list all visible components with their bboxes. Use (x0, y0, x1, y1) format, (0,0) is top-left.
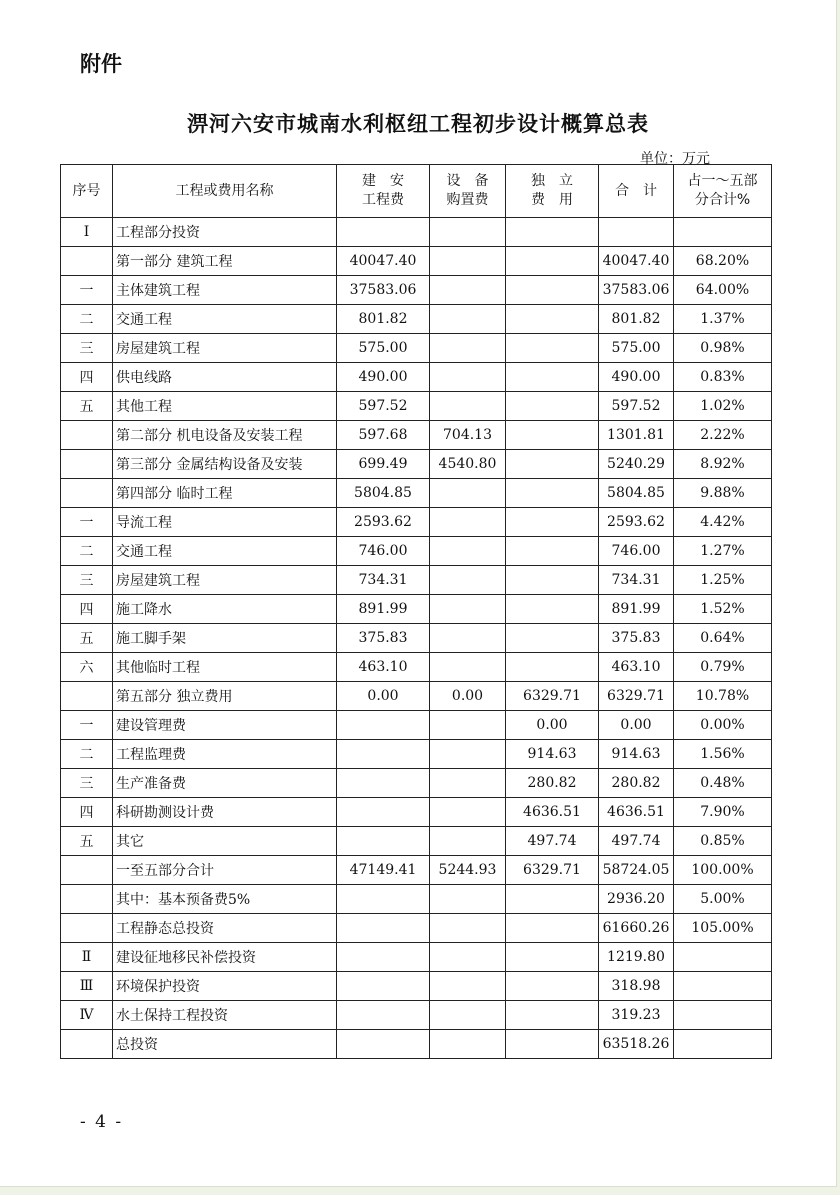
cell-construction-cost (337, 798, 430, 827)
cell-seq: 二 (61, 305, 113, 334)
table-row (61, 421, 772, 450)
cell-construction-cost (337, 914, 430, 943)
cell-seq: Ⅰ (61, 218, 113, 247)
cell-total: 58724.05 (599, 856, 674, 885)
cell-name: 工程监理费 (113, 740, 337, 769)
cell-construction-cost (337, 972, 430, 1001)
cell-percent: 4.42% (674, 508, 772, 537)
cell-independent-cost: 0.00 (506, 711, 599, 740)
cell-equipment-cost (430, 1030, 506, 1059)
table-row (61, 798, 772, 827)
cell-equipment-cost (430, 798, 506, 827)
cell-total: 37583.06 (599, 276, 674, 305)
cell-construction-cost (337, 1001, 430, 1030)
column-header-name: 工程或费用名称 (113, 165, 337, 218)
cell-total (599, 218, 674, 247)
cell-equipment-cost (430, 305, 506, 334)
cell-independent-cost (506, 943, 599, 972)
cell-independent-cost (506, 305, 599, 334)
cell-percent: 1.25% (674, 566, 772, 595)
column-header-percent: 占一～五部 分合计% (674, 165, 772, 218)
cell-equipment-cost (430, 624, 506, 653)
cell-total: 734.31 (599, 566, 674, 595)
cell-name: 建设管理费 (113, 711, 337, 740)
cell-percent: 10.78% (674, 682, 772, 711)
cell-seq (61, 247, 113, 276)
cell-percent: 105.00% (674, 914, 772, 943)
cell-percent: 7.90% (674, 798, 772, 827)
table-row (61, 914, 772, 943)
table-row (61, 305, 772, 334)
cell-independent-cost (506, 885, 599, 914)
cell-percent: 0.00% (674, 711, 772, 740)
cell-independent-cost (506, 421, 599, 450)
unit-label: 单位：万元 (640, 151, 710, 167)
cell-seq (61, 1030, 113, 1059)
cell-seq: Ⅲ (61, 972, 113, 1001)
cell-name: 其他临时工程 (113, 653, 337, 682)
cell-name: 施工脚手架 (113, 624, 337, 653)
table-row (61, 450, 772, 479)
cell-equipment-cost (430, 537, 506, 566)
cell-equipment-cost (430, 392, 506, 421)
cell-percent: 1.56% (674, 740, 772, 769)
cell-independent-cost (506, 595, 599, 624)
cell-percent: 1.27% (674, 537, 772, 566)
cell-equipment-cost: 0.00 (430, 682, 506, 711)
cell-independent-cost (506, 537, 599, 566)
cell-percent: 0.48% (674, 769, 772, 798)
cell-total: 2593.62 (599, 508, 674, 537)
cell-equipment-cost (430, 711, 506, 740)
cell-construction-cost (337, 885, 430, 914)
cell-name: 第一部分 建筑工程 (113, 247, 337, 276)
cell-total: 891.99 (599, 595, 674, 624)
cell-independent-cost (506, 247, 599, 276)
column-header-total: 合 计 (599, 165, 674, 218)
cell-name: 其中：基本预备费5% (113, 885, 337, 914)
cell-total: 5804.85 (599, 479, 674, 508)
cell-equipment-cost (430, 972, 506, 1001)
cell-independent-cost (506, 972, 599, 1001)
column-header-equipment: 设 备 购置费 (430, 165, 506, 218)
cell-equipment-cost (430, 508, 506, 537)
cell-construction-cost: 801.82 (337, 305, 430, 334)
table-row (61, 682, 772, 711)
cell-independent-cost (506, 624, 599, 653)
cell-independent-cost (506, 653, 599, 682)
cell-percent (674, 1030, 772, 1059)
cell-independent-cost (506, 218, 599, 247)
cell-construction-cost: 463.10 (337, 653, 430, 682)
cell-percent: 100.00% (674, 856, 772, 885)
cell-percent: 0.98% (674, 334, 772, 363)
cell-total: 0.00 (599, 711, 674, 740)
cell-independent-cost (506, 566, 599, 595)
cell-total: 497.74 (599, 827, 674, 856)
cell-equipment-cost (430, 943, 506, 972)
cell-seq: Ⅱ (61, 943, 113, 972)
cell-equipment-cost: 4540.80 (430, 450, 506, 479)
cell-seq (61, 479, 113, 508)
cell-percent (674, 943, 772, 972)
cell-name: 其它 (113, 827, 337, 856)
cell-construction-cost: 5804.85 (337, 479, 430, 508)
cell-equipment-cost (430, 827, 506, 856)
cell-total: 1219.80 (599, 943, 674, 972)
cell-construction-cost: 891.99 (337, 595, 430, 624)
cell-total: 2936.20 (599, 885, 674, 914)
cell-construction-cost (337, 218, 430, 247)
cell-seq: 二 (61, 537, 113, 566)
table-row (61, 334, 772, 363)
page-title: 淠河六安市城南水利枢纽工程初步设计概算总表 (187, 112, 649, 136)
cell-construction-cost: 0.00 (337, 682, 430, 711)
cell-name: 第二部分 机电设备及安装工程 (113, 421, 337, 450)
table-row (61, 943, 772, 972)
cell-seq (61, 914, 113, 943)
cell-total: 575.00 (599, 334, 674, 363)
cell-seq: 五 (61, 392, 113, 421)
cell-construction-cost: 699.49 (337, 450, 430, 479)
cell-equipment-cost (430, 740, 506, 769)
table-row (61, 1030, 772, 1059)
cell-independent-cost (506, 1001, 599, 1030)
cell-independent-cost: 914.63 (506, 740, 599, 769)
cell-name: 其他工程 (113, 392, 337, 421)
cell-total: 318.98 (599, 972, 674, 1001)
cell-percent: 64.00% (674, 276, 772, 305)
cell-independent-cost (506, 914, 599, 943)
cell-seq (61, 682, 113, 711)
cell-independent-cost (506, 334, 599, 363)
cell-equipment-cost: 704.13 (430, 421, 506, 450)
column-header-construction: 建 安 工程费 (337, 165, 430, 218)
cell-independent-cost (506, 276, 599, 305)
cell-total: 597.52 (599, 392, 674, 421)
table-row (61, 566, 772, 595)
cell-independent-cost: 497.74 (506, 827, 599, 856)
table-row (61, 218, 772, 247)
cell-name: 生产准备费 (113, 769, 337, 798)
cell-seq: 三 (61, 566, 113, 595)
cell-total: 801.82 (599, 305, 674, 334)
cell-total: 4636.51 (599, 798, 674, 827)
cell-name: 第四部分 临时工程 (113, 479, 337, 508)
cell-construction-cost (337, 827, 430, 856)
cell-percent: 68.20% (674, 247, 772, 276)
cell-total: 1301.81 (599, 421, 674, 450)
cell-name: 总投资 (113, 1030, 337, 1059)
attachment-label: 附件 (80, 52, 122, 76)
cell-name: 房屋建筑工程 (113, 334, 337, 363)
cell-total: 6329.71 (599, 682, 674, 711)
cell-total: 463.10 (599, 653, 674, 682)
cell-name: 工程部分投资 (113, 218, 337, 247)
cell-total: 5240.29 (599, 450, 674, 479)
cell-name: 第三部分 金属结构设备及安装 (113, 450, 337, 479)
page-number: - 4 - (80, 1112, 124, 1132)
cell-seq: 一 (61, 508, 113, 537)
cell-name: 工程静态总投资 (113, 914, 337, 943)
cell-name: 施工降水 (113, 595, 337, 624)
cell-equipment-cost (430, 769, 506, 798)
cell-name: 房屋建筑工程 (113, 566, 337, 595)
cell-seq (61, 421, 113, 450)
cell-seq: 五 (61, 827, 113, 856)
cell-percent: 8.92% (674, 450, 772, 479)
cell-construction-cost: 375.83 (337, 624, 430, 653)
cell-construction-cost: 37583.06 (337, 276, 430, 305)
cell-name: 导流工程 (113, 508, 337, 537)
cell-percent (674, 1001, 772, 1030)
cell-construction-cost (337, 769, 430, 798)
cell-total: 375.83 (599, 624, 674, 653)
cell-construction-cost: 575.00 (337, 334, 430, 363)
table-row (61, 972, 772, 1001)
table-row (61, 508, 772, 537)
cell-equipment-cost (430, 1001, 506, 1030)
table-row (61, 653, 772, 682)
table-row (61, 624, 772, 653)
cell-construction-cost: 490.00 (337, 363, 430, 392)
cell-percent (674, 972, 772, 1001)
cell-total: 914.63 (599, 740, 674, 769)
cell-independent-cost (506, 450, 599, 479)
cell-seq (61, 856, 113, 885)
cell-seq: 一 (61, 711, 113, 740)
cell-seq (61, 450, 113, 479)
cell-construction-cost: 734.31 (337, 566, 430, 595)
cell-percent: 0.64% (674, 624, 772, 653)
cell-name: 供电线路 (113, 363, 337, 392)
cell-seq: 三 (61, 334, 113, 363)
cell-percent: 1.52% (674, 595, 772, 624)
cell-seq: 三 (61, 769, 113, 798)
cell-name: 主体建筑工程 (113, 276, 337, 305)
column-header-seq: 序号 (61, 165, 113, 218)
cell-name: 一至五部分合计 (113, 856, 337, 885)
table-row (61, 247, 772, 276)
cell-construction-cost (337, 740, 430, 769)
cell-construction-cost: 597.52 (337, 392, 430, 421)
cell-construction-cost (337, 943, 430, 972)
cell-construction-cost (337, 1030, 430, 1059)
cell-construction-cost: 597.68 (337, 421, 430, 450)
cell-independent-cost (506, 363, 599, 392)
cell-independent-cost (506, 508, 599, 537)
cell-equipment-cost: 5244.93 (430, 856, 506, 885)
cell-total: 40047.40 (599, 247, 674, 276)
budget-summary-table (60, 164, 772, 1059)
cell-independent-cost (506, 1030, 599, 1059)
cell-total: 280.82 (599, 769, 674, 798)
cell-total: 746.00 (599, 537, 674, 566)
table-row (61, 595, 772, 624)
cell-percent: 2.22% (674, 421, 772, 450)
cell-equipment-cost (430, 595, 506, 624)
table-body (61, 218, 772, 1059)
cell-construction-cost (337, 711, 430, 740)
table-header-row (61, 165, 772, 218)
cell-name: 建设征地移民补偿投资 (113, 943, 337, 972)
table-row (61, 827, 772, 856)
cell-name: 第五部分 独立费用 (113, 682, 337, 711)
cell-percent: 0.83% (674, 363, 772, 392)
cell-total: 63518.26 (599, 1030, 674, 1059)
table-row (61, 740, 772, 769)
cell-equipment-cost (430, 247, 506, 276)
cell-total: 319.23 (599, 1001, 674, 1030)
cell-equipment-cost (430, 334, 506, 363)
cell-construction-cost: 746.00 (337, 537, 430, 566)
table-row (61, 479, 772, 508)
cell-independent-cost (506, 392, 599, 421)
cell-seq: 四 (61, 363, 113, 392)
column-header-independent: 独 立 费 用 (506, 165, 599, 218)
cell-construction-cost: 47149.41 (337, 856, 430, 885)
cell-independent-cost: 280.82 (506, 769, 599, 798)
table-row (61, 769, 772, 798)
cell-independent-cost: 6329.71 (506, 856, 599, 885)
cell-percent: 0.79% (674, 653, 772, 682)
cell-percent: 9.88% (674, 479, 772, 508)
table-row (61, 392, 772, 421)
table-row (61, 363, 772, 392)
cell-seq: 一 (61, 276, 113, 305)
cell-total: 490.00 (599, 363, 674, 392)
cell-seq: 四 (61, 595, 113, 624)
cell-percent: 0.85% (674, 827, 772, 856)
cell-independent-cost: 4636.51 (506, 798, 599, 827)
table-row (61, 856, 772, 885)
cell-equipment-cost (430, 653, 506, 682)
cell-equipment-cost (430, 566, 506, 595)
cell-equipment-cost (430, 363, 506, 392)
cell-name: 环境保护投资 (113, 972, 337, 1001)
cell-percent (674, 218, 772, 247)
cell-equipment-cost (430, 276, 506, 305)
table-row (61, 276, 772, 305)
table-row (61, 885, 772, 914)
cell-construction-cost: 2593.62 (337, 508, 430, 537)
cell-seq (61, 885, 113, 914)
cell-equipment-cost (430, 479, 506, 508)
table-row (61, 1001, 772, 1030)
cell-seq: 五 (61, 624, 113, 653)
cell-name: 交通工程 (113, 305, 337, 334)
cell-seq: 六 (61, 653, 113, 682)
cell-total: 61660.26 (599, 914, 674, 943)
cell-equipment-cost (430, 885, 506, 914)
cell-name: 交通工程 (113, 537, 337, 566)
table-row (61, 537, 772, 566)
cell-equipment-cost (430, 218, 506, 247)
cell-independent-cost (506, 479, 599, 508)
cell-percent: 1.02% (674, 392, 772, 421)
cell-name: 科研勘测设计费 (113, 798, 337, 827)
cell-seq: 四 (61, 798, 113, 827)
cell-equipment-cost (430, 914, 506, 943)
cell-seq: Ⅳ (61, 1001, 113, 1030)
cell-independent-cost: 6329.71 (506, 682, 599, 711)
cell-construction-cost: 40047.40 (337, 247, 430, 276)
cell-seq: 二 (61, 740, 113, 769)
cell-percent: 5.00% (674, 885, 772, 914)
cell-percent: 1.37% (674, 305, 772, 334)
cell-name: 水土保持工程投资 (113, 1001, 337, 1030)
table-row (61, 711, 772, 740)
